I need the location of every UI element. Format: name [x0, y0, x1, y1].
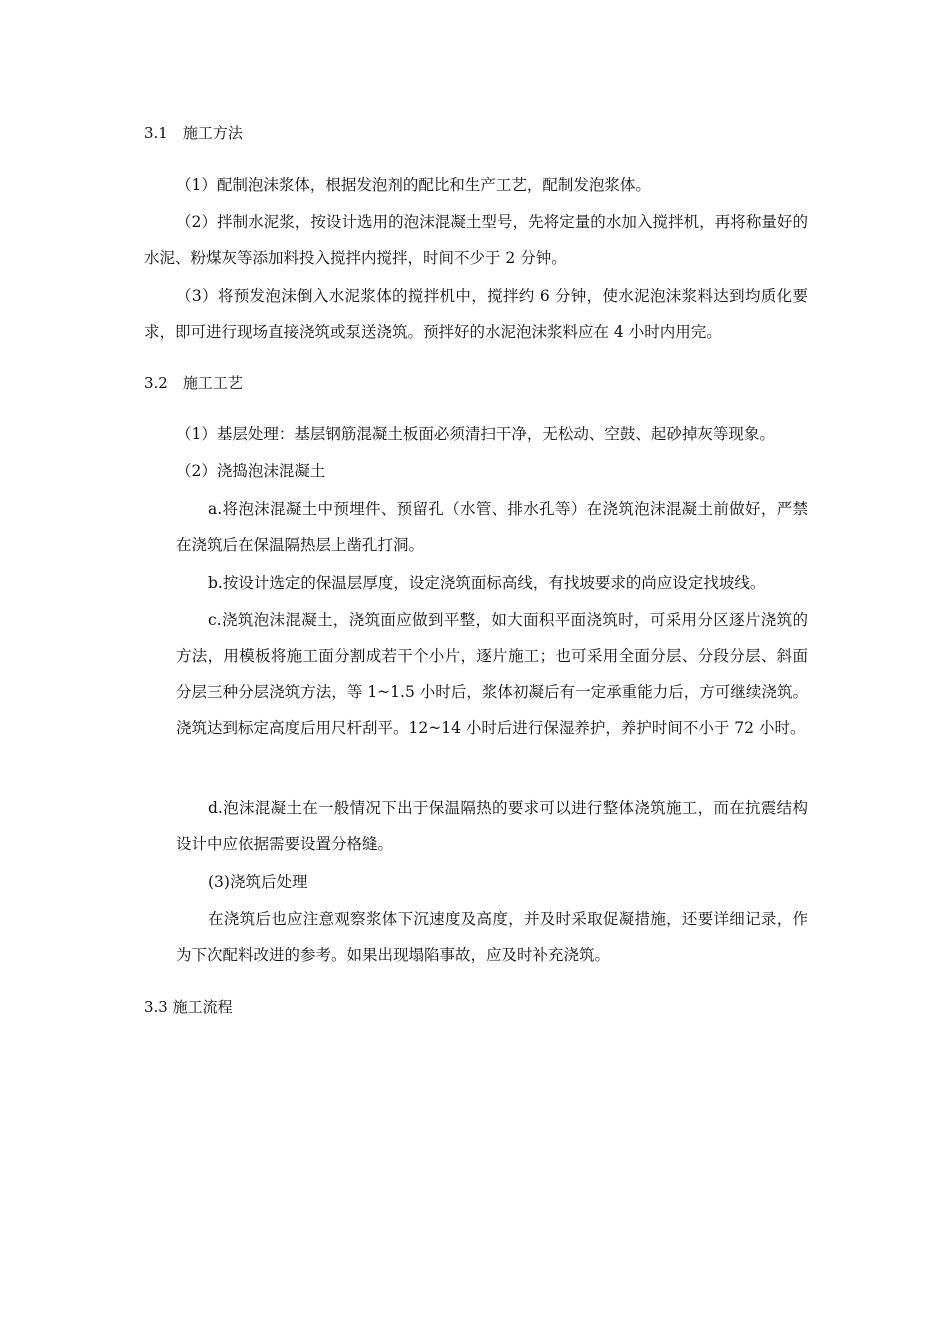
- section-3-2-heading: 3.2 施工工艺: [144, 374, 243, 392]
- paragraph-3-1-item-2: （2）拌制水泥浆，按设计选用的泡沫混凝土型号，先将定量的水加入搅拌机，再将称量好的水泥、粉煤灰等添加料投入搅拌内搅拌，时间不少于 2 分钟。: [144, 213, 808, 267]
- paragraph-3-2-sub-d: d.泡沫混凝土在一般情况下出于保温隔热的要求可以进行整体浇筑施工，而在抗震结构设计中应依据需要设置分格缝。: [176, 799, 808, 853]
- paragraph-3-2-sub-b: b.按设计选定的保温层厚度，设定浇筑面标高线，有找坡要求的尚应设定找坡线。: [208, 574, 766, 592]
- paragraph-3-2-item-3-text: 在浇筑后也应注意观察浆体下沉速度及高度，并及时采取促凝措施，还要详细记录，作为下次配料改进的参考。如果出现塌陷事故，应及时补充浇筑。: [176, 910, 808, 964]
- paragraph-3-2-item-1: （1）基层处理：基层钢筋混凝土板面必须清扫干净，无松动、空鼓、起砂掉灰等现象。: [176, 425, 775, 443]
- paragraph-3-1-item-1: （1）配制泡沫浆体，根据发泡剂的配比和生产工艺，配制发泡浆体。: [176, 176, 651, 194]
- paragraph-3-2-item-2: （2）浇捣泡沫混凝土: [176, 462, 326, 480]
- section-3-3-heading: 3.3 施工流程: [144, 998, 233, 1016]
- paragraph-3-1-item-3: （3）将预发泡沫倒入水泥浆体的搅拌机中，搅拌约 6 分钟，使水泥泡沫浆料达到均质化要求，即可进行现场直接浇筑或泵送浇筑。预拌好的水泥泡沫浆料应在 4 小时内用完。: [144, 287, 808, 341]
- paragraph-3-2-sub-a: a.将泡沫混凝土中预埋件、预留孔（水管、排水孔等）在浇筑泡沫混凝土前做好，严禁在浇筑后在保温隔热层上凿孔打洞。: [176, 500, 808, 554]
- section-3-1-heading: 3.1 施工方法: [144, 124, 243, 142]
- paragraph-3-2-sub-c: c.浇筑泡沫混凝土，浇筑面应做到平整，如大面积平面浇筑时，可采用分区逐片浇筑的方法，用模板将施工面分割成若干个小片，逐片施工；也可采用全面分层、分段分层、斜面分层三种分层浇筑方法，等 1~1.5 小时后，浆体初凝后有一定承重能力后，方可继续浇筑。浇筑达到标定高度后用尺杆刮平。12~14 小时后进行保湿养护，养护时间不小于 72 小时。: [176, 611, 808, 737]
- paragraph-3-2-item-3: (3)浇筑后处理: [208, 873, 308, 891]
